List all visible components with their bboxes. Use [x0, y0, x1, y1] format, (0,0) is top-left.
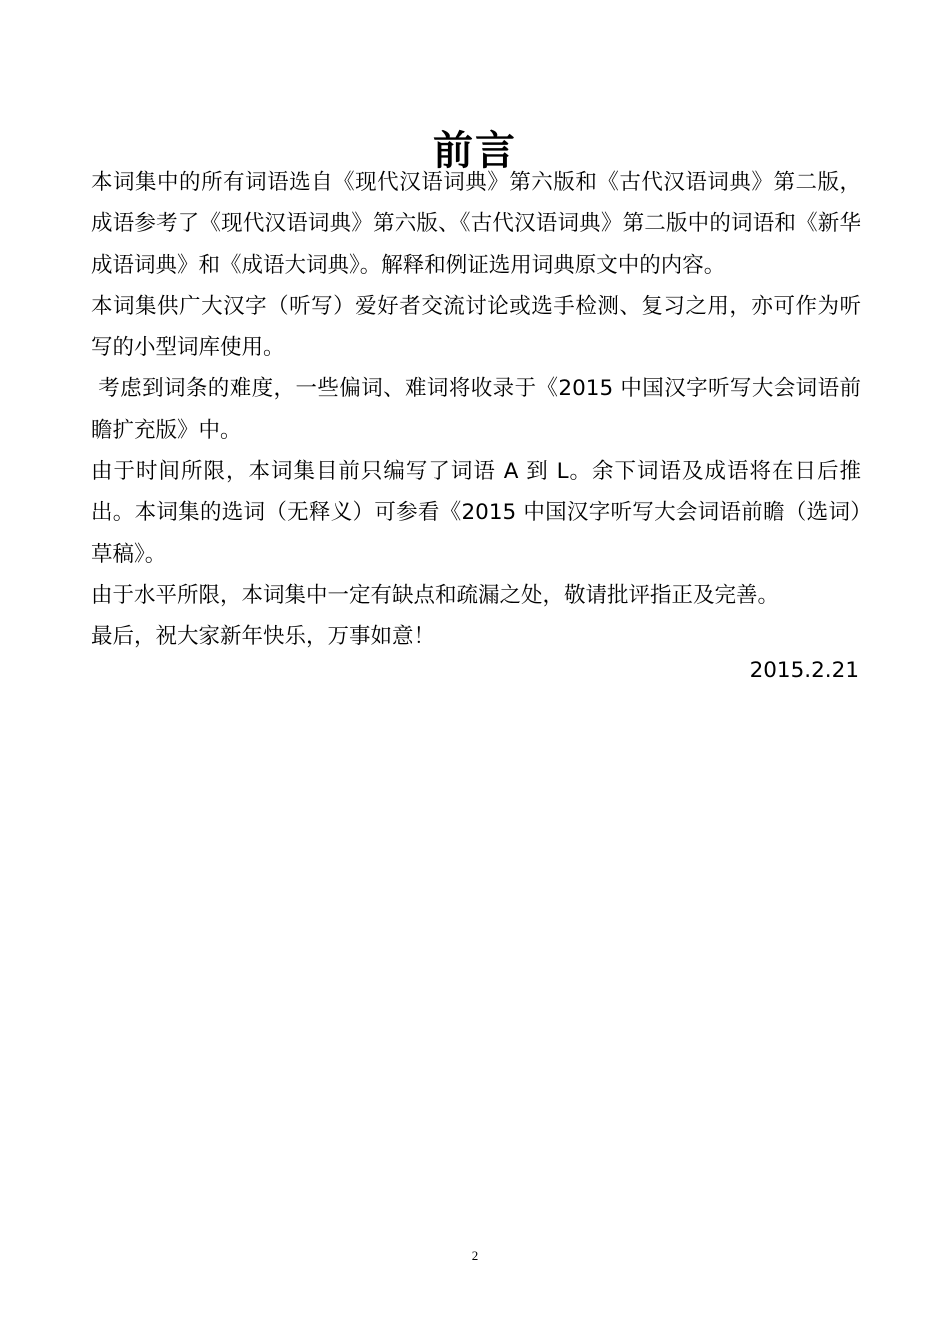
page-title: 前言 — [433, 127, 517, 174]
paragraph-scope: 由于时间所限，本词集目前只编写了词语 A 到 L。余下词语及成语将在日后推出。本词集的选词（无释义）可参看《2015 中国汉字听写大会词语前瞻（选词）草稿》。 — [91, 459, 861, 567]
paragraph-purpose: 本词集供广大汉字（听写）爱好者交流讨论或选手检测、复习之用，亦可作为听写的小型词库使用。 — [91, 293, 861, 361]
page-number: 2 — [471, 1248, 479, 1263]
paragraph-greeting: 最后，祝大家新年快乐，万事如意！ — [91, 624, 436, 650]
paragraph-feedback: 由于水平所限，本词集中一定有缺点和疏漏之处，敬请批评指正及完善。 — [91, 582, 780, 608]
paragraph-sources: 本词集中的所有词语选自《现代汉语词典》第六版和《古代汉语词典》第二版，成语参考了《现代汉语词典》第六版、《古代汉语词典》第二版中的词语和《新华成语词典》和《成语大词典》。解释和例证选用词典原文中的内容。 — [91, 170, 861, 278]
paragraph-difficult-words: 考虑到词条的难度，一些偏词、难词将收录于《2015 中国汉字听写大会词语前瞻扩充版》中。 — [91, 376, 861, 443]
preface-body — [91, 162, 861, 691]
signature-date: 2015.2.21 — [749, 657, 859, 683]
